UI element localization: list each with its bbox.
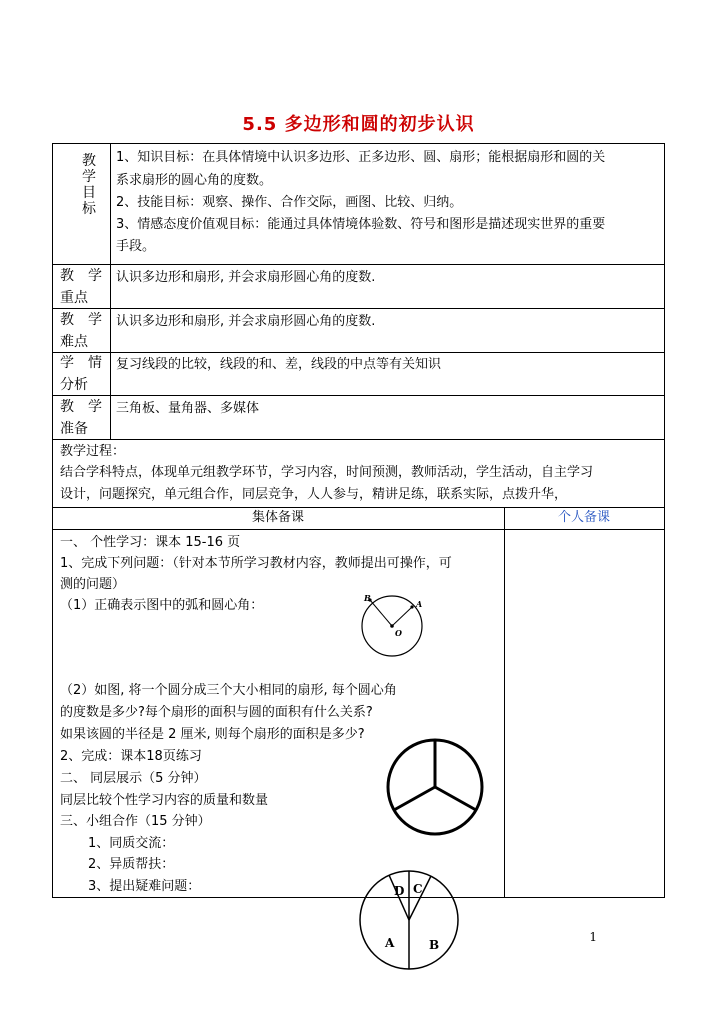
page-title: 5.5 多边形和圆的初步认识: [242, 114, 475, 135]
group-prep-header: 集体备课: [251, 510, 304, 525]
difficulties-label: 教学 难点: [60, 312, 116, 350]
page-number: 1: [589, 930, 597, 944]
objectives-line-1: 1、知识目标：在具体情境中认识多边形、正多边形、圆、扇形；能根据扇形和圆的关: [116, 150, 606, 165]
key-points-text: 认识多边形和扇形, 并会求扇形圆心角的度数.: [116, 270, 376, 285]
content-line-13: 2、异质帮扶：: [88, 857, 175, 872]
content-line-8: 2、完成：课本18页练习: [60, 749, 202, 764]
content-line-11: 三、小组合作（15 分钟）: [60, 814, 211, 829]
objectives-line-3: 2、技能目标：观察、操作、合作交际，画图、比较、归纳。: [116, 195, 463, 210]
objectives-line-2: 系求扇形的圆心角的度数。: [116, 173, 273, 188]
content-line-12: 1、同质交流：: [88, 836, 175, 851]
arc-angle-figure: [355, 590, 435, 660]
content-line-2: 1、完成下列问题：（针对本节所学习教材内容，教师提出可操作，可: [60, 556, 452, 571]
content-line-9: 二、 同层展示（5 分钟）: [60, 771, 207, 786]
student-analysis-text: 复习线段的比较，线段的和、差，线段的中点等有关知识: [116, 357, 442, 372]
sector-d-label: D: [394, 884, 405, 898]
preparation-text: 三角板、量角器、多媒体: [116, 401, 260, 416]
student-analysis-label: 学情 分析: [60, 355, 116, 393]
center-o-label: O: [395, 628, 402, 638]
content-line-3: 测的问题）: [60, 577, 126, 592]
three-sectors-figure: [385, 737, 485, 837]
sector-b-label: B: [429, 938, 440, 952]
point-b-label: B: [364, 593, 371, 603]
personal-prep-header: 个人备课: [557, 510, 610, 525]
labeled-sectors-figure: [358, 869, 460, 971]
content-line-4: （1）正确表示图中的弧和圆心角：: [60, 598, 264, 613]
content-line-10: 同层比较个性学习内容的质量和数量: [60, 793, 269, 808]
content-line-5: （2）如图, 将一个圆分成三个大小相同的扇形, 每个圆心角: [60, 683, 397, 698]
point-a-label: A: [416, 599, 423, 609]
objectives-line-4: 3、情感态度价值观目标：能通过具体情境体验数、符号和图形是描述现实世界的重要: [116, 217, 606, 232]
content-line-1: 一、 个性学习：课本 15-16 页: [60, 535, 241, 550]
preparation-label: 教学 准备: [60, 399, 116, 437]
content-line-14: 3、提出疑难问题：: [88, 879, 201, 894]
content-line-7: 如果该圆的半径是 2 厘米, 则每个扇形的面积是多少?: [60, 727, 365, 742]
sector-c-label: C: [413, 882, 423, 896]
process-line-1: 结合学科特点，体现单元组教学环节，学习内容，时间预测，教师活动，学生活动，自主学习: [60, 465, 594, 480]
lesson-plan-table: [52, 143, 665, 897]
objectives-line-5: 手段。: [116, 239, 156, 254]
process-line-2: 设计，问题探究，单元组合作，同层竞争，人人参与，精讲足练，联系实际，点拨升华，: [60, 487, 568, 502]
content-line-6: 的度数是多少?每个扇形的面积与圆的面积有什么关系?: [60, 705, 373, 720]
objectives-label: 教学目标: [82, 153, 96, 217]
difficulties-text: 认识多边形和扇形, 并会求扇形圆心角的度数.: [116, 314, 376, 329]
sector-a-label: A: [385, 936, 395, 950]
process-heading: 教学过程：: [60, 444, 126, 459]
key-points-label: 教学 重点: [60, 268, 116, 306]
